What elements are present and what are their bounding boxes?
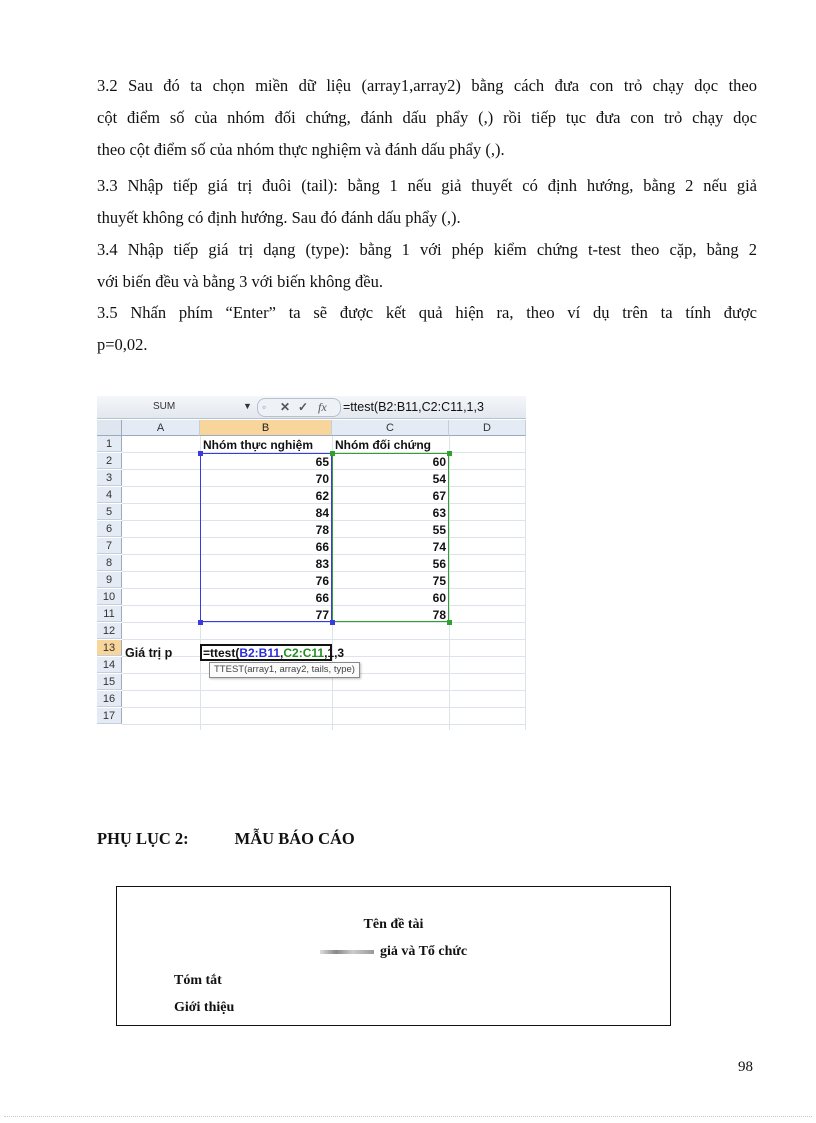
name-box[interactable]: SUM: [153, 401, 176, 412]
formula-controls: [257, 398, 341, 417]
grip-icon: ◦: [262, 400, 267, 414]
column-header-c[interactable]: C: [332, 420, 449, 436]
enter-check-icon[interactable]: ✓: [298, 400, 309, 414]
appendix-label: PHỤ LỤC 2:: [97, 829, 189, 848]
formula-range2: C2:C11: [283, 646, 325, 660]
cell-c8[interactable]: 56: [432, 557, 446, 571]
row-header[interactable]: 10: [97, 589, 122, 605]
text-line: 3.3 Nhập tiếp giá trị đuôi (tail): bằng 1 nếu giả thuyết có định hướng, bằng 2 nếu giả: [97, 176, 757, 195]
report-authors-text: giả và Tổ chức: [379, 944, 468, 959]
excel-screenshot: [97, 396, 526, 730]
range-handle[interactable]: [330, 620, 335, 625]
formula-toolbar: [97, 396, 526, 419]
cell-c10[interactable]: 60: [432, 591, 446, 605]
row-header[interactable]: 11: [97, 606, 122, 622]
row-header[interactable]: 9: [97, 572, 122, 588]
formula-separator: ,: [280, 646, 284, 660]
text-line: theo cột điểm số của nhóm thực nghiệm và đánh dấu phẩy (,).: [97, 140, 505, 159]
text-line: 3.5 Nhấn phím “Enter” ta sẽ được kết quả hiện ra, theo ví dụ trên ta tính được: [97, 303, 757, 322]
row-header[interactable]: 6: [97, 521, 122, 537]
row-header[interactable]: 5: [97, 504, 122, 520]
cell-a13[interactable]: Giá trị p: [125, 646, 173, 660]
cell-b13-formula[interactable]: [201, 645, 401, 661]
cell-b2[interactable]: 65: [315, 455, 329, 469]
column-header-b[interactable]: B: [200, 420, 332, 436]
paragraph-3-3: [97, 170, 757, 234]
cell-c5[interactable]: 63: [432, 506, 446, 520]
formula-range1: B2:B11: [239, 646, 281, 660]
cell-c1[interactable]: Nhóm đối chứng: [335, 438, 432, 452]
cell-b3[interactable]: 70: [315, 472, 329, 486]
text-line: 3.2 Sau đó ta chọn miền dữ liệu (array1,array2) bằng cách đưa con trỏ chạy dọc theo: [97, 76, 757, 95]
row-header[interactable]: 13: [97, 640, 122, 656]
function-tooltip: TTEST(array1, array2, tails, type): [209, 662, 360, 678]
select-all-corner[interactable]: [97, 420, 122, 436]
row-header[interactable]: 2: [97, 453, 122, 469]
formula-bar-input[interactable]: =ttest(B2:B11,C2:C11,1,3: [343, 400, 484, 414]
cell-c9[interactable]: 75: [432, 574, 446, 588]
paragraph-3-5: [97, 297, 757, 361]
report-item-introduction: Giới thiệu: [174, 1000, 235, 1015]
formula-prefix: =ttest(: [203, 646, 240, 660]
cell-c3[interactable]: 54: [432, 472, 446, 486]
text-line: với biến đều và bằng 3 với biến không đều.: [97, 272, 383, 291]
smudge: [320, 950, 374, 954]
report-template-box: [116, 886, 671, 1026]
appendix-title: MẪU BÁO CÁO: [234, 829, 355, 848]
column-header-d[interactable]: D: [449, 420, 526, 436]
range-handle[interactable]: [198, 451, 203, 456]
appendix-heading: [97, 829, 355, 849]
cell-b11[interactable]: 77: [315, 608, 329, 622]
row-header[interactable]: 8: [97, 555, 122, 571]
text-line: thuyết không có định hướng. Sau đó đánh dấu phẩy (,).: [97, 208, 461, 227]
row-header[interactable]: 12: [97, 623, 122, 639]
row-header[interactable]: 1: [97, 436, 122, 452]
row-header[interactable]: 14: [97, 657, 122, 673]
cell-b10[interactable]: 66: [315, 591, 329, 605]
row-header[interactable]: 15: [97, 674, 122, 690]
paragraph-3-2: [97, 70, 757, 166]
row-header[interactable]: 7: [97, 538, 122, 554]
page-bottom-edge: [4, 1116, 812, 1117]
row-header[interactable]: 17: [97, 708, 122, 724]
paragraph-3-4: [97, 234, 757, 298]
range-handle[interactable]: [198, 620, 203, 625]
report-authors: [117, 944, 670, 960]
range-handle[interactable]: [447, 451, 452, 456]
row-header[interactable]: 4: [97, 487, 122, 503]
cell-c4[interactable]: 67: [432, 489, 446, 503]
text-line: 3.4 Nhập tiếp giá trị dạng (type): bằng 1 với phép kiểm chứng t-test theo cặp, bằng 2: [97, 240, 757, 259]
cell-c2[interactable]: 60: [432, 455, 446, 469]
range-b2-b11-highlight: [200, 453, 332, 622]
formula-suffix: ,1,3: [324, 646, 345, 660]
column-header-a[interactable]: A: [122, 420, 200, 436]
cell-c11[interactable]: 78: [432, 608, 446, 622]
row-header[interactable]: 3: [97, 470, 122, 486]
cell-b8[interactable]: 83: [315, 557, 329, 571]
range-c2-c11-highlight: [332, 453, 449, 622]
range-handle[interactable]: [330, 451, 335, 456]
page-number: 98: [738, 1059, 753, 1075]
report-item-summary: Tóm tắt: [174, 973, 222, 988]
cell-b4[interactable]: 62: [315, 489, 329, 503]
cell-c7[interactable]: 74: [432, 540, 446, 554]
cell-c6[interactable]: 55: [432, 523, 446, 537]
report-title: Tên đề tài: [363, 917, 424, 932]
cell-b5[interactable]: 84: [315, 506, 329, 520]
text-line: cột điểm số của nhóm đối chứng, đánh dấu phẩy (,) rồi tiếp tục đưa con trỏ chạy dọc: [97, 108, 757, 127]
cell-b1[interactable]: Nhóm thực nghiệm: [203, 438, 314, 452]
range-handle[interactable]: [447, 620, 452, 625]
cell-b7[interactable]: 66: [315, 540, 329, 554]
row-header[interactable]: 16: [97, 691, 122, 707]
fx-icon[interactable]: fx: [318, 400, 327, 414]
cancel-icon[interactable]: ✕: [280, 400, 291, 414]
cell-b6[interactable]: 78: [315, 523, 329, 537]
dropdown-arrow-icon[interactable]: ▼: [243, 401, 252, 411]
cell-b9[interactable]: 76: [315, 574, 329, 588]
text-line: p=0,02.: [97, 335, 148, 354]
